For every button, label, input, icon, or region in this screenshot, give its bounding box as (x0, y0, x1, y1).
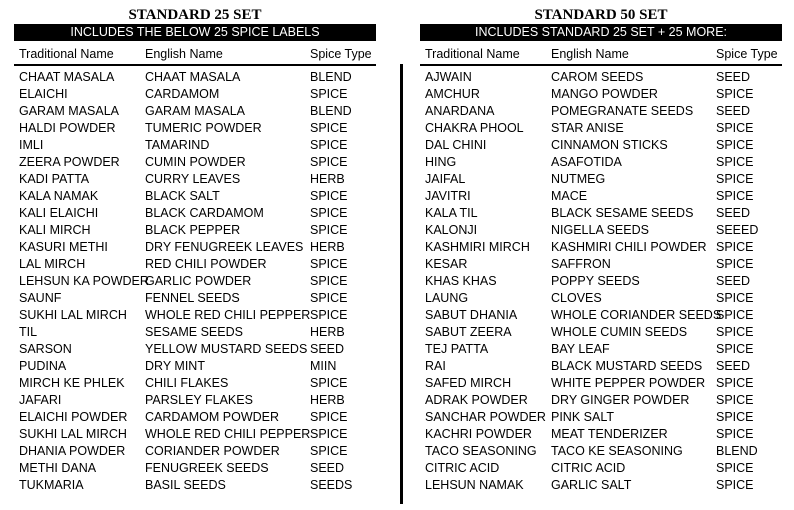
table-row (420, 443, 782, 460)
traditional-name-cell: ELAICHI (19, 87, 68, 101)
table-row (420, 477, 782, 494)
traditional-name-cell: ZEERA POWDER (19, 155, 120, 169)
english-name-cell: DRY GINGER POWDER (551, 393, 690, 407)
table-row (14, 375, 376, 392)
spice-type-cell: SPICE (310, 274, 348, 288)
traditional-name-cell: SABUT ZEERA (425, 325, 512, 339)
english-name-cell: CUMIN POWDER (145, 155, 246, 169)
traditional-name-cell: TACO SEASONING (425, 444, 537, 458)
english-name-cell: CURRY LEAVES (145, 172, 241, 186)
traditional-name-cell: LEHSUN NAMAK (425, 478, 524, 492)
spice-type-cell: SPICE (310, 257, 348, 271)
spice-type-cell: SPICE (716, 410, 754, 424)
traditional-name-cell: GARAM MASALA (19, 104, 120, 118)
english-name-cell: MANGO POWDER (551, 87, 658, 101)
spice-type-cell: SPICE (310, 138, 348, 152)
table-row (14, 426, 376, 443)
table-row (420, 69, 782, 86)
set-title: STANDARD 25 SET (128, 7, 262, 23)
table-row (14, 188, 376, 205)
spice-type-cell: SPICE (716, 189, 754, 203)
table-row (420, 324, 782, 341)
english-name-cell: CHILI FLAKES (145, 376, 229, 390)
traditional-name-cell: KALA TIL (425, 206, 478, 220)
traditional-name-cell: KACHRI POWDER (425, 427, 532, 441)
english-name-cell: FENUGREEK SEEDS (145, 461, 269, 475)
english-name-cell: DRY MINT (145, 359, 205, 373)
english-name-cell: YELLOW MUSTARD SEEDS (145, 342, 308, 356)
header-english-name: English Name (145, 47, 223, 61)
header-spice-type: Spice Type (716, 47, 778, 61)
table-row (420, 120, 782, 137)
table-row (420, 171, 782, 188)
english-name-cell: CINNAMON STICKS (551, 138, 668, 152)
spice-type-cell: SPICE (716, 172, 754, 186)
english-name-cell: KASHMIRI CHILI POWDER (551, 240, 707, 254)
traditional-name-cell: AJWAIN (425, 70, 472, 84)
table-row (420, 256, 782, 273)
traditional-name-cell: MIRCH KE PHLEK (19, 376, 125, 390)
table-row (420, 307, 782, 324)
english-name-cell: SAFFRON (551, 257, 611, 271)
traditional-name-cell: SANCHAR POWDER (425, 410, 546, 424)
traditional-name-cell: SUKHI LAL MIRCH (19, 308, 127, 322)
table-row (14, 460, 376, 477)
english-name-cell: CORIANDER POWDER (145, 444, 280, 458)
traditional-name-cell: ADRAK POWDER (425, 393, 528, 407)
traditional-name-cell: LAL MIRCH (19, 257, 86, 271)
traditional-name-cell: ANARDANA (425, 104, 495, 118)
english-name-cell: PARSLEY FLAKES (145, 393, 253, 407)
english-name-cell: NUTMEG (551, 172, 606, 186)
table-row (14, 239, 376, 256)
table-row (14, 307, 376, 324)
english-name-cell: WHOLE CUMIN SEEDS (551, 325, 688, 339)
table-row (420, 409, 782, 426)
english-name-cell: BLACK PEPPER (145, 223, 241, 237)
spice-type-cell: SPICE (716, 342, 754, 356)
traditional-name-cell: METHI DANA (19, 461, 97, 475)
table-row (420, 392, 782, 409)
spice-type-cell: HERB (310, 172, 345, 186)
english-name-cell: TUMERIC POWDER (145, 121, 262, 135)
english-name-cell: BLACK SALT (145, 189, 220, 203)
spice-list (420, 69, 782, 494)
traditional-name-cell: HING (425, 155, 457, 169)
traditional-name-cell: PUDINA (19, 359, 67, 373)
spice-type-cell: SPICE (716, 291, 754, 305)
spice-type-cell: SEEED (716, 223, 759, 237)
english-name-cell: PINK SALT (551, 410, 614, 424)
english-name-cell: POPPY SEEDS (551, 274, 640, 288)
spice-type-cell: SPICE (310, 87, 348, 101)
table-row (420, 460, 782, 477)
spice-type-cell: SPICE (310, 308, 348, 322)
spice-type-cell: BLEND (310, 70, 352, 84)
table-row (420, 426, 782, 443)
spice-type-cell: SPICE (716, 121, 754, 135)
table-row (14, 409, 376, 426)
english-name-cell: BLACK MUSTARD SEEDS (551, 359, 703, 373)
english-name-cell: MACE (551, 189, 588, 203)
traditional-name-cell: SABUT DHANIA (425, 308, 518, 322)
english-name-cell: BLACK SESAME SEEDS (551, 206, 694, 220)
table-header (420, 41, 782, 63)
table-row (420, 290, 782, 307)
spice-type-cell: HERB (310, 325, 345, 339)
spice-type-cell: SPICE (310, 155, 348, 169)
spice-type-cell: SEED (716, 206, 751, 220)
spice-type-cell: BLEND (716, 444, 758, 458)
header-divider (14, 64, 376, 66)
table-row (420, 188, 782, 205)
header-english-name: English Name (551, 47, 629, 61)
spice-type-cell: SPICE (716, 155, 754, 169)
spice-type-cell: BLEND (310, 104, 352, 118)
table-row (14, 103, 376, 120)
traditional-name-cell: JAVITRI (425, 189, 471, 203)
spice-type-cell: SPICE (310, 427, 348, 441)
english-name-cell: GARAM MASALA (145, 104, 246, 118)
traditional-name-cell: SAFED MIRCH (425, 376, 512, 390)
english-name-cell: WHOLE CORIANDER SEEDS (551, 308, 722, 322)
english-name-cell: RED CHILI POWDER (145, 257, 267, 271)
english-name-cell: FENNEL SEEDS (145, 291, 240, 305)
table-row (14, 392, 376, 409)
traditional-name-cell: KESAR (425, 257, 468, 271)
english-name-cell: ASAFOTIDA (551, 155, 622, 169)
english-name-cell: SESAME SEEDS (145, 325, 243, 339)
table-row (14, 290, 376, 307)
header-traditional-name: Traditional Name (19, 47, 114, 61)
table-row (420, 86, 782, 103)
table-row (14, 222, 376, 239)
table-row (14, 137, 376, 154)
english-name-cell: POMEGRANATE SEEDS (551, 104, 694, 118)
english-name-cell: CARDAMOM POWDER (145, 410, 280, 424)
traditional-name-cell: JAIFAL (425, 172, 466, 186)
table-row (14, 324, 376, 341)
traditional-name-cell: KALA NAMAK (19, 189, 99, 203)
spice-type-cell: SPICE (310, 376, 348, 390)
traditional-name-cell: HALDI POWDER (19, 121, 116, 135)
set-subtitle: INCLUDES STANDARD 25 SET + 25 MORE: (420, 24, 782, 41)
traditional-name-cell: SUKHI LAL MIRCH (19, 427, 127, 441)
table-row (14, 171, 376, 188)
table-header (14, 41, 376, 63)
spice-type-cell: SEED (716, 104, 751, 118)
traditional-name-cell: DHANIA POWDER (19, 444, 126, 458)
standard-25-set-panel (14, 6, 376, 494)
english-name-cell: CARDAMOM (145, 87, 220, 101)
table-row (420, 222, 782, 239)
spice-type-cell: SPICE (310, 410, 348, 424)
spice-type-cell: SPICE (716, 240, 754, 254)
traditional-name-cell: TEJ PATTA (425, 342, 489, 356)
traditional-name-cell: IMLI (19, 138, 44, 152)
english-name-cell: GARLIC SALT (551, 478, 632, 492)
spice-type-cell: MIIN (310, 359, 337, 373)
english-name-cell: MEAT TENDERIZER (551, 427, 668, 441)
english-name-cell: WHOLE RED CHILI PEPPER (145, 427, 311, 441)
spice-type-cell: SEED (310, 461, 345, 475)
spice-type-cell: SPICE (716, 376, 754, 390)
traditional-name-cell: LAUNG (425, 291, 469, 305)
english-name-cell: STAR ANISE (551, 121, 624, 135)
header-divider (420, 64, 782, 66)
spice-type-cell: HERB (310, 240, 345, 254)
traditional-name-cell: KALI ELAICHI (19, 206, 99, 220)
traditional-name-cell: LEHSUN KA POWDER (19, 274, 149, 288)
spice-type-cell: SPICE (716, 308, 754, 322)
spice-type-cell: SEED (716, 359, 751, 373)
english-name-cell: BASIL SEEDS (145, 478, 226, 492)
spice-type-cell: SPICE (310, 189, 348, 203)
english-name-cell: BLACK CARDAMOM (145, 206, 264, 220)
traditional-name-cell: KADI PATTA (19, 172, 90, 186)
spice-type-cell: SPICE (716, 478, 754, 492)
spice-list (14, 69, 376, 494)
table-row (420, 273, 782, 290)
english-name-cell: CHAAT MASALA (145, 70, 241, 84)
header-spice-type: Spice Type (310, 47, 372, 61)
traditional-name-cell: KASHMIRI MIRCH (425, 240, 530, 254)
table-row (14, 443, 376, 460)
english-name-cell: CAROM SEEDS (551, 70, 644, 84)
table-row (14, 358, 376, 375)
english-name-cell: TAMARIND (145, 138, 210, 152)
table-row (420, 358, 782, 375)
spice-type-cell: SPICE (310, 121, 348, 135)
spice-type-cell: SPICE (716, 138, 754, 152)
spice-type-cell: SPICE (716, 393, 754, 407)
column-divider (400, 64, 403, 504)
english-name-cell: DRY FENUGREEK LEAVES (145, 240, 304, 254)
traditional-name-cell: JAFARI (19, 393, 62, 407)
table-row (14, 256, 376, 273)
spice-type-cell: SEED (716, 274, 751, 288)
spice-type-cell: SPICE (716, 427, 754, 441)
traditional-name-cell: CITRIC ACID (425, 461, 500, 475)
traditional-name-cell: RAI (425, 359, 446, 373)
english-name-cell: NIGELLA SEEDS (551, 223, 649, 237)
english-name-cell: GARLIC POWDER (145, 274, 252, 288)
english-name-cell: CITRIC ACID (551, 461, 626, 475)
standard-50-set-panel (420, 6, 782, 494)
table-row (14, 120, 376, 137)
table-row (14, 341, 376, 358)
traditional-name-cell: SAUNF (19, 291, 62, 305)
table-row (14, 69, 376, 86)
spice-type-cell: SEED (716, 70, 751, 84)
spice-type-cell: SEED (310, 342, 345, 356)
traditional-name-cell: KALONJI (425, 223, 478, 237)
spice-type-cell: SPICE (310, 206, 348, 220)
traditional-name-cell: KASURI METHI (19, 240, 108, 254)
spice-type-cell: SPICE (716, 325, 754, 339)
table-row (14, 273, 376, 290)
traditional-name-cell: KHAS KHAS (425, 274, 497, 288)
traditional-name-cell: ELAICHI POWDER (19, 410, 128, 424)
english-name-cell: CLOVES (551, 291, 602, 305)
traditional-name-cell: SARSON (19, 342, 72, 356)
set-subtitle: INCLUDES THE BELOW 25 SPICE LABELS (14, 24, 376, 41)
spice-type-cell: SPICE (716, 461, 754, 475)
english-name-cell: WHOLE RED CHILI PEPPER (145, 308, 311, 322)
spice-type-cell: HERB (310, 393, 345, 407)
traditional-name-cell: TUKMARIA (19, 478, 84, 492)
english-name-cell: BAY LEAF (551, 342, 610, 356)
traditional-name-cell: TIL (19, 325, 38, 339)
spice-type-cell: SPICE (310, 291, 348, 305)
spice-type-cell: SPICE (716, 257, 754, 271)
table-row (420, 341, 782, 358)
spice-type-cell: SPICE (716, 87, 754, 101)
spice-type-cell: SPICE (310, 223, 348, 237)
table-row (420, 137, 782, 154)
table-row (420, 154, 782, 171)
table-row (14, 477, 376, 494)
traditional-name-cell: CHAKRA PHOOL (425, 121, 524, 135)
english-name-cell: WHITE PEPPER POWDER (551, 376, 706, 390)
spice-type-cell: SEEDS (310, 478, 353, 492)
spice-type-cell: SPICE (310, 444, 348, 458)
traditional-name-cell: CHAAT MASALA (19, 70, 115, 84)
header-traditional-name: Traditional Name (425, 47, 520, 61)
set-title: STANDARD 50 SET (534, 7, 668, 23)
table-row (420, 375, 782, 392)
traditional-name-cell: AMCHUR (425, 87, 480, 101)
table-row (14, 86, 376, 103)
table-row (14, 154, 376, 171)
table-row (420, 103, 782, 120)
table-row (420, 239, 782, 256)
table-row (14, 205, 376, 222)
traditional-name-cell: KALI MIRCH (19, 223, 91, 237)
table-row (420, 205, 782, 222)
traditional-name-cell: DAL CHINI (425, 138, 487, 152)
english-name-cell: TACO KE SEASONING (551, 444, 683, 458)
